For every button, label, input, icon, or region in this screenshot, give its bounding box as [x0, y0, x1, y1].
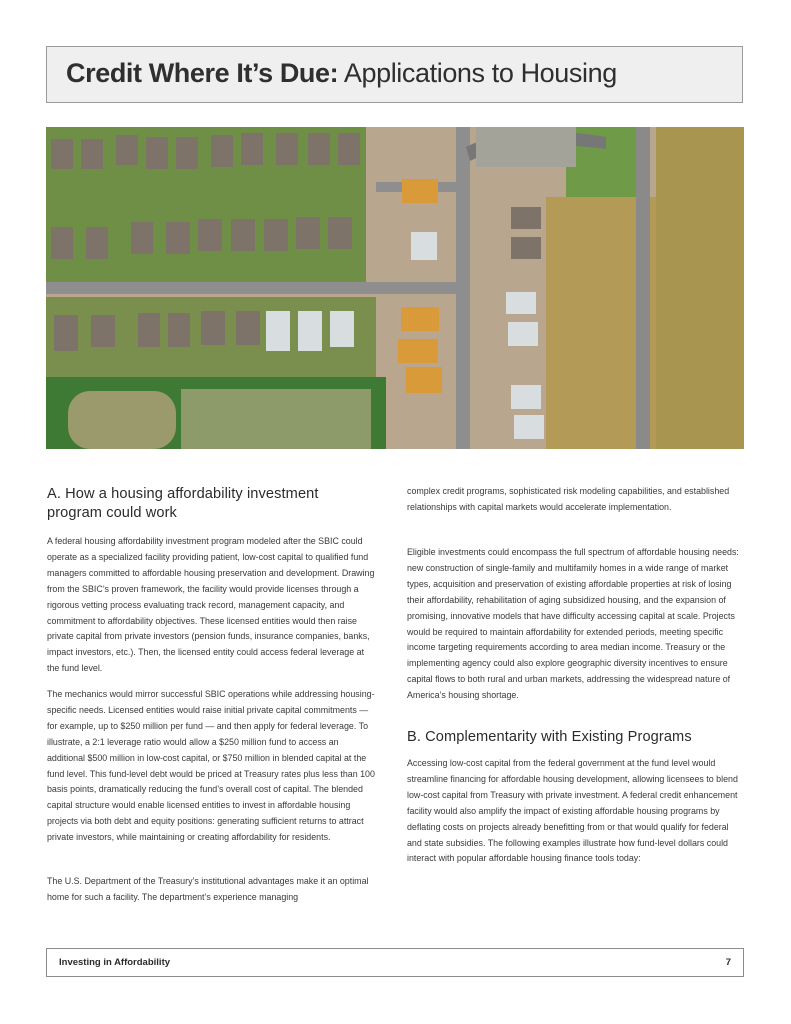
page-number: 7 — [725, 957, 731, 968]
footer-label: Investing in Affordability — [59, 957, 171, 968]
section-a-heading: A. How a housing affordability investment program could work — [47, 486, 319, 521]
section-a-paragraph-3: The U.S. Department of the Treasury’s institutional advantages make it an optimal home for such a facility. The department’s experience managing — [47, 876, 369, 902]
page-title-rest: Applications to Housing — [338, 58, 617, 88]
section-a-paragraph-4: complex credit programs, sophisticated risk modeling capabilities, and established relationships with capital markets would accelerate implementation. — [407, 486, 730, 512]
aerial-housing-photo — [46, 127, 744, 449]
page-title — [66, 58, 617, 89]
page-title-bold: Credit Where It’s Due: — [66, 58, 339, 88]
section-a-paragraph-1: A federal housing affordability investment program modeled after the SBIC could operate as a specialized facility providing patient, low-cost capital to qualified fund managers committed to affordable housing preservation and development. Drawing from the SBIC’s proven framework, the facility would provide licenses through a rigorous vetting process evaluating track record, management capacity, and commitment to affordability objectives. These licensed entities would then raise private capital from private investors (pension funds, insurance companies, banks, impact investors, etc.). Then, the licensed entity could access federal leverage at the fund level. — [47, 536, 375, 674]
section-b-heading: B. Complementarity with Existing Programs — [407, 729, 692, 745]
title-banner — [46, 46, 743, 103]
page-footer — [46, 948, 744, 977]
section-b-paragraph-1: Accessing low-cost capital from the federal government at the fund level would streamline financing for affordable housing development, allowing licensees to blend low-cost capital from Treasury with private investment. A federal credit enhancement facility would also amplify the impact of existing affordable housing programs by deflating costs on projects already benefitting from or that would qualify for federal and state subsidies. The following examples illustrate how fund-level dollars could interact with popular affordable housing finance tools today: — [407, 758, 738, 864]
section-a-paragraph-5: Eligible investments could encompass the full spectrum of affordable housing needs: new construction of single-family and multifamily homes in a wide range of market types, acquisition and preservation of existing affordable properties at risk of losing their affordability, rehabilitation of aging subsidized housing, and the expansion of promising, innovative models that have difficulty accessing capital at scale. Projects would be required to maintain affordability for extended periods, meeting specific income targeting requirements according to area median income. Treasury or the implementing agency could also explore geographic diversity incentives to ensure capital flows to both rural and urban markets, addressing the widespread nature of America’s housing shortage. — [407, 547, 739, 701]
section-a-paragraph-2: The mechanics would mirror successful SBIC operations while addressing housing-specific needs. Licensed entities would raise initial private capital commitments — for example, up to $250 million per fund — and then apply for federal leverage. To illustrate, a 2:1 leverage ratio would allow a $250 million fund to access an additional $500 million in low-cost capital, or $750 million in blended capital at the fund level. This fund-level debt would be priced at Treasury rates plus less than 100 basis points, dramatically reducing the fund’s overall cost of capital. The blended capital structure would enable licensed entities to invest in affordable housing projects via both debt and equity positions: generating sufficient returns to attract private investors, while maintaining or creating affordability for residents. — [47, 689, 375, 843]
